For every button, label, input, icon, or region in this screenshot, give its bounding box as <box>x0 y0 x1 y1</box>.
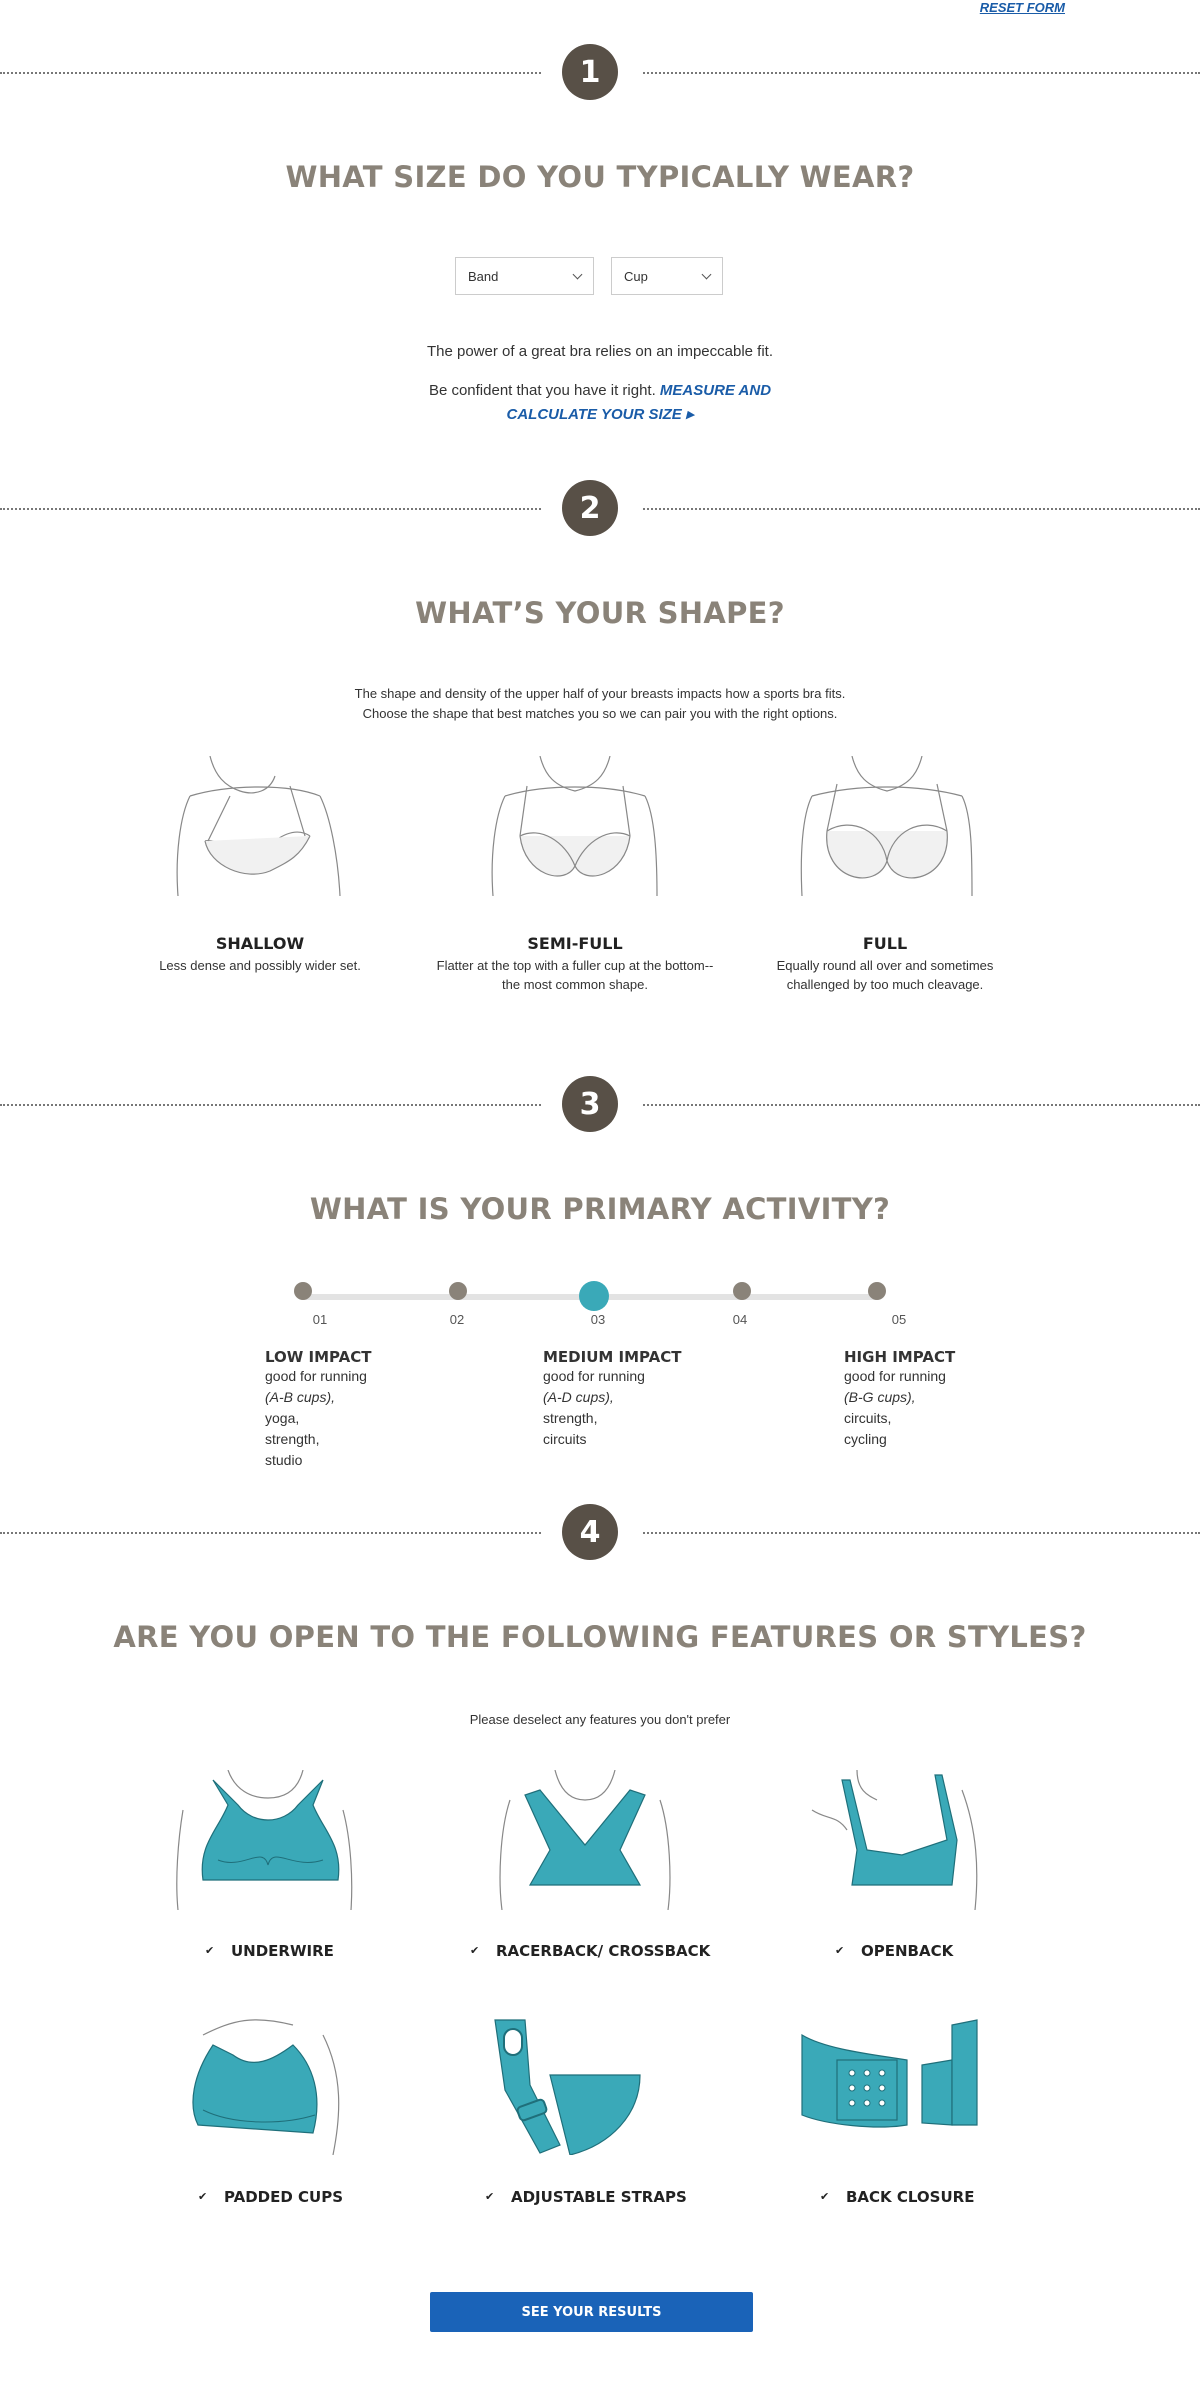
semi-full-torso-illustration <box>485 756 665 896</box>
back-closure-illustration <box>797 2015 987 2155</box>
shape-option-shallow[interactable] <box>170 756 350 896</box>
calculate-size-link[interactable]: CALCULATE YOUR SIZE ▸ <box>506 406 694 423</box>
feature-label: RACERBACK/ CROSSBACK <box>496 1942 711 1960</box>
chevron-down-icon <box>573 269 583 279</box>
shape-option-semi-full[interactable] <box>485 756 665 896</box>
chevron-down-icon <box>702 269 712 279</box>
step-number-2: 2 <box>562 480 618 536</box>
impact-title: HIGH IMPACT <box>844 1348 956 1366</box>
shape-desc-semi-full-1: Flatter at the top with a fuller cup at the bottom-- <box>436 958 714 973</box>
impact-level-3-selected[interactable] <box>579 1281 609 1311</box>
shape-intro-1: The shape and density of the upper half of your breasts impacts how a sports bra fits. <box>354 686 846 701</box>
feature-adjustable-straps-label-row[interactable] <box>485 2188 687 2206</box>
tick-label: 04 <box>732 1312 748 1327</box>
impact-line: studio <box>265 1452 303 1468</box>
openback-bra-illustration <box>797 1770 987 1910</box>
tick-label: 01 <box>312 1312 328 1327</box>
fit-confidence-text: Be confident that you have it right. <box>428 382 656 399</box>
checkbox-checked-icon[interactable]: ✔ <box>205 1944 215 1957</box>
impact-line: strength, <box>543 1410 598 1426</box>
adjustable-straps-illustration <box>490 2015 680 2155</box>
feature-label: OPENBACK <box>861 1942 954 1960</box>
checkbox-checked-icon[interactable]: ✔ <box>820 2190 830 2203</box>
checkbox-checked-icon[interactable]: ✔ <box>198 2190 208 2203</box>
fit-intro-text: The power of a great bra relies on an impeccable fit. <box>426 343 774 360</box>
underwire-bra-illustration <box>173 1770 363 1910</box>
shape-title-shallow: SHALLOW <box>215 934 305 953</box>
measure-link-line2 <box>0 405 1200 423</box>
step-number-3: 3 <box>562 1076 618 1132</box>
racerback-bra-illustration <box>490 1770 680 1910</box>
shape-intro-2: Choose the shape that best matches you so we can pair you with the right options. <box>362 706 838 721</box>
checkbox-checked-icon[interactable]: ✔ <box>485 2190 495 2203</box>
impact-line: good for running <box>543 1368 645 1384</box>
impact-title: MEDIUM IMPACT <box>543 1348 682 1366</box>
tick-label: 03 <box>590 1312 606 1327</box>
feature-underwire[interactable] <box>173 1770 363 1915</box>
impact-line: circuits <box>543 1431 587 1447</box>
impact-level-1[interactable] <box>294 1282 312 1300</box>
feature-openback[interactable] <box>797 1770 987 1915</box>
impact-line: (B-G cups), <box>844 1389 916 1405</box>
impact-line: cycling <box>844 1431 887 1447</box>
feature-adjustable-straps[interactable] <box>490 2015 680 2160</box>
shape-desc-semi-full-2: the most common shape. <box>502 977 648 992</box>
step-number-4: 4 <box>562 1504 618 1560</box>
feature-underwire-label-row[interactable] <box>205 1942 334 1960</box>
cup-select[interactable] <box>611 257 723 295</box>
feature-openback-label-row[interactable] <box>835 1942 953 1960</box>
impact-line: (A-D cups), <box>543 1389 614 1405</box>
impact-line: (A-B cups), <box>265 1389 336 1405</box>
see-results-button[interactable]: SEE YOUR RESULTS <box>430 2292 753 2332</box>
cup-select-value: Cup <box>624 268 648 284</box>
shape-desc-shallow: Less dense and possibly wider set. <box>159 958 361 973</box>
shape-title-semi-full: SEMI-FULL <box>527 934 623 953</box>
shallow-torso-illustration <box>170 756 350 896</box>
impact-level-2[interactable] <box>449 1282 467 1300</box>
feature-back-closure-label-row[interactable] <box>820 2188 974 2206</box>
feature-label: PADDED CUPS <box>224 2188 344 2206</box>
impact-line: good for running <box>265 1368 367 1384</box>
tick-label: 05 <box>891 1312 907 1327</box>
feature-label: UNDERWIRE <box>231 1942 334 1960</box>
features-intro: Please deselect any features you don't prefer <box>469 1712 731 1727</box>
fit-confidence-line <box>0 382 1200 399</box>
full-torso-illustration <box>797 756 977 896</box>
band-select[interactable] <box>455 257 594 295</box>
feature-back-closure[interactable] <box>797 2015 987 2160</box>
feature-label: BACK CLOSURE <box>846 2188 975 2206</box>
feature-padded-cups[interactable] <box>173 2015 363 2160</box>
impact-line: yoga, <box>265 1410 300 1426</box>
padded-cups-bra-illustration <box>173 2015 363 2155</box>
impact-title: LOW IMPACT <box>265 1348 372 1366</box>
reset-form-link[interactable]: RESET FORM <box>979 0 1065 15</box>
impact-level-4[interactable] <box>733 1282 751 1300</box>
impact-line: strength, <box>265 1431 320 1447</box>
shape-desc-full-2: challenged by too much cleavage. <box>786 977 984 992</box>
band-select-value: Band <box>468 268 499 284</box>
impact-medium <box>543 1348 743 1450</box>
impact-line: good for running <box>844 1368 946 1384</box>
feature-label: ADJUSTABLE STRAPS <box>511 2188 687 2206</box>
feature-racerback-label-row[interactable] <box>470 1942 710 1960</box>
impact-level-5[interactable] <box>868 1282 886 1300</box>
feature-racerback[interactable] <box>490 1770 680 1915</box>
size-heading: WHAT SIZE DO YOU TYPICALLY WEAR? <box>285 160 915 194</box>
impact-low <box>265 1348 465 1471</box>
step-number-1: 1 <box>562 44 618 100</box>
shape-title-full: FULL <box>862 934 908 953</box>
measure-link[interactable]: MEASURE AND <box>659 382 772 399</box>
impact-high <box>844 1348 1044 1450</box>
checkbox-checked-icon[interactable]: ✔ <box>835 1944 845 1957</box>
shape-heading: WHAT’S YOUR SHAPE? <box>415 596 785 630</box>
shape-option-full[interactable] <box>797 756 977 896</box>
activity-heading: WHAT IS YOUR PRIMARY ACTIVITY? <box>309 1192 891 1226</box>
tick-label: 02 <box>449 1312 465 1327</box>
checkbox-checked-icon[interactable]: ✔ <box>470 1944 480 1957</box>
features-heading: ARE YOU OPEN TO THE FOLLOWING FEATURES OR STYLES? <box>113 1620 1087 1654</box>
impact-line: circuits, <box>844 1410 892 1426</box>
shape-desc-full-1: Equally round all over and sometimes <box>776 958 994 973</box>
feature-padded-cups-label-row[interactable] <box>198 2188 343 2206</box>
